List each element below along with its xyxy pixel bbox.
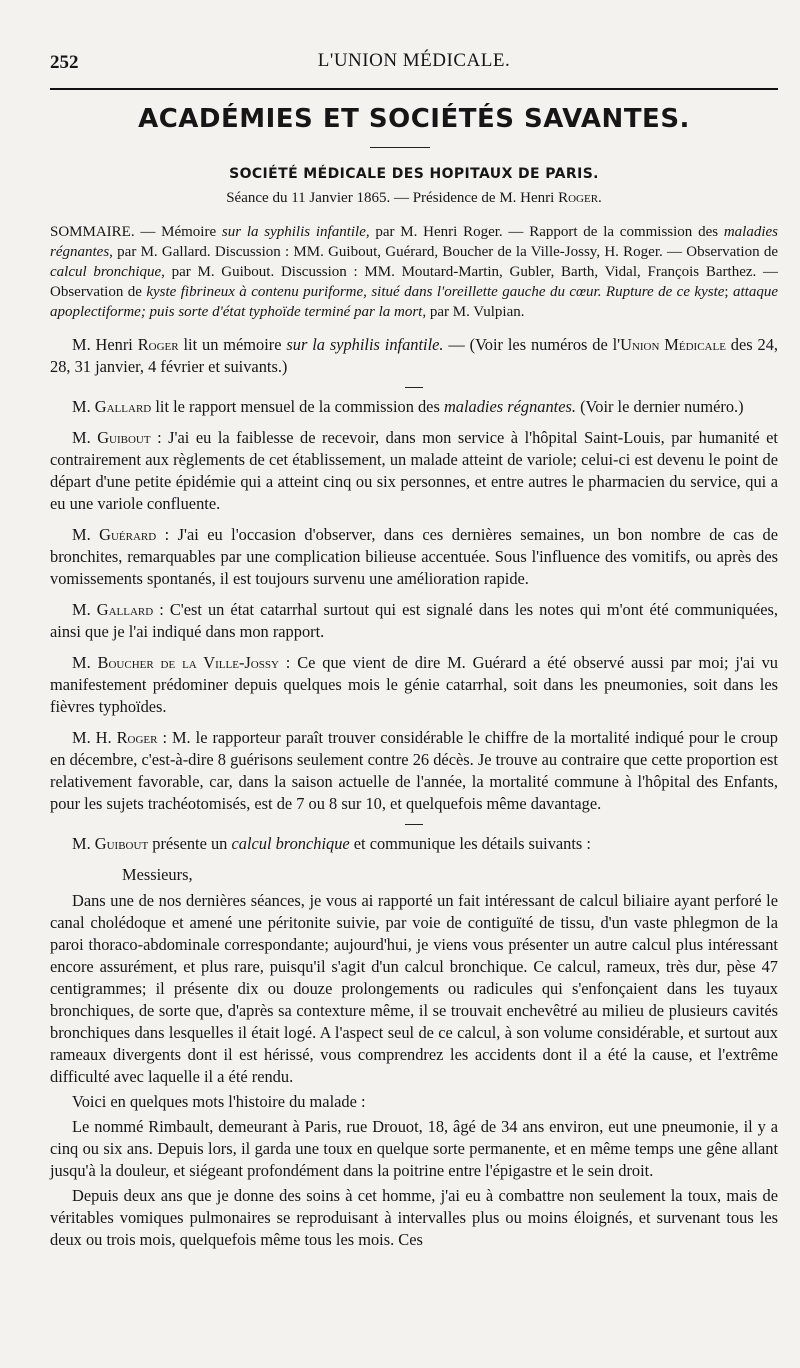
article-body [50,222,778,1254]
paragraph-guibout-calcul: M. Guibout présente un calcul bronchique et communique les détails suivants : [72,834,591,853]
separator [405,824,423,825]
salutation: Messieurs, [122,865,193,884]
page-number: 252 [50,52,79,73]
section-title: ACADÉMIES ET SOCIÉTÉS SAVANTES. [138,104,690,134]
paragraph-rimbault: Le nommé Rimbault, demeurant à Paris, rue Drouot, 18, âgé de 34 ans environ, eut une pneumonie, il y a cinq ou six ans. Depuis lors, il garda une toux en quelque sorte permanente, et en même temps une gêne allant jusqu'à la douleur, et siégeant profondément dans la poitrine entre l'épigastre et le sein droit. [50,1117,778,1180]
paragraph-boucher: M. Boucher de la Ville-Jossy : Ce que vient de dire M. Guérard a été observé aussi par moi; j'ai vu manifestement prédominer depuis quelques mois le génie catarrhal, soit dans les pneumonies, soit dans les fièvres typhoïdes. [50,653,778,716]
journal-title: L'UNION MÉDICALE. [317,50,511,71]
paragraph-guibout-variole: M. Guibout : J'ai eu la faiblesse de recevoir, dans mon service à l'hôpital Saint-Louis, par humanité et contrairement aux règlements de cet établissement, un malade atteint de variole; celui-ci est devenu le point de départ d'une petite épidémie qui a atteint cinq ou six personnes, et entre autres le pharmacien du service, qui a eu une variole confluente. [50,428,778,513]
paragraph-gallard-catarrhal: M. Gallard : C'est un état catarrhal surtout qui est signalé dans les notes qui m'ont été communiquées, ainsi que je l'ai indiqué dans mon rapport. [50,600,778,641]
paragraph-h-roger-croup: M. H. Roger : M. le rapporteur paraît trouver considérable le chiffre de la mortalité indiqué pour le croup en décembre, c'est-à-dire 8 guérisons seulement contre 26 décès. Je trouve au contraire que cette proportion est relativement favorable, car, dans la saison actuelle de l'année, la mortalité commune à l'hôpital des Enfants, pour les sujets trachéotomisés, est de 7 ou 8 sur 10, et quelquefois même davantage. [50,728,778,813]
title-divider [370,147,430,148]
running-header [50,50,778,78]
paragraph-calcul-description: Dans une de nos dernières séances, je vous ai rapporté un fait intéressant de calcul biliaire ayant perforé le canal cholédoque et amené une péritonite suivie, par voie de contiguïté de tissu, d'un vaste phlegmon de la paroi thoraco-abdominale correspondante; aujourd'hui, je viens vous présenter un autre calcul plus intéressant encore assurément, et plus rare, puisqu'il s'agit d'un calcul bronchique. Ce calcul, rameux, très dur, pèse 47 centigrammes; il présente dix ou douze prolongements ou radicules qui s'enfonçaient dans les tuyaux bronchiques, de sorte que, d'après sa contexture même, il se trouvait enchevêtré au milieu de plusieurs cavités bronchiques dans lesquelles il était logé. A l'aspect seul de ce calcul, à son volume considérable, et surtout aux rameaux divergents dont il est hérissé, vous comprendrez les accidents dont il a été la cause, et l'extrême difficulté avec laquelle il a été rendu. [50,891,778,1086]
summary-paragraph: SOMMAIRE. — Mémoire sur la syphilis infantile, par M. Henri Roger. — Rapport de la commission des maladies régnantes, par M. Gallard. Discussion : MM. Guibout, Guérard, Boucher de la Ville-Jossy, H. Roger. — Observation de calcul bronchique, par M. Guibout. Discussion : MM. Moutard-Martin, Gubler, Barth, Vidal, François Barthez. — Observation de kyste fibrineux à contenu puriforme, situé dans l'oreillette gauche du cœur. Rupture de ce kyste; attaque apoplectiforme; puis sorte d'état typhoïde terminé par la mort, par M. Vulpian. [50,224,779,320]
header-rule [50,88,778,90]
paragraph-gallard-rapport: M. Gallard lit le rapport mensuel de la commission des maladies régnantes. (Voir le dernier numéro.) [72,397,744,416]
paragraph-roger-memoire: M. Henri Roger lit un mémoire sur la syphilis infantile. — (Voir les numéros de l'Union Médicale des 24, 28, 31 janvier, 4 février et suivants.) [50,335,779,376]
paragraph-guerard: M. Guérard : J'ai eu l'occasion d'observer, dans ces dernières semaines, un bon nombre de cas de bronchites, remarquables par une complication bilieuse accentuée. Sous l'influence des vomitifs, ou après des vomissements spontanés, il est toujours survenu une amélioration rapide. [50,525,778,588]
paragraph-histoire-intro: Voici en quelques mots l'histoire du malade : [72,1092,366,1111]
seance-line: Séance du 11 Janvier 1865. — Présidence de M. Henri Roger. [226,190,602,206]
separator [405,387,423,388]
society-name: SOCIÉTÉ MÉDICALE DES HOPITAUX DE PARIS. [229,166,599,182]
paragraph-soins: Depuis deux ans que je donne des soins à cet homme, j'ai eu à combattre non seulement la toux, mais de véritables vomiques pulmonaires se reproduisant à intervalles plus ou moins éloignés, et survenant tous les deux ou trois mois, quelquefois même tous les mois. Ces [50,1186,778,1249]
